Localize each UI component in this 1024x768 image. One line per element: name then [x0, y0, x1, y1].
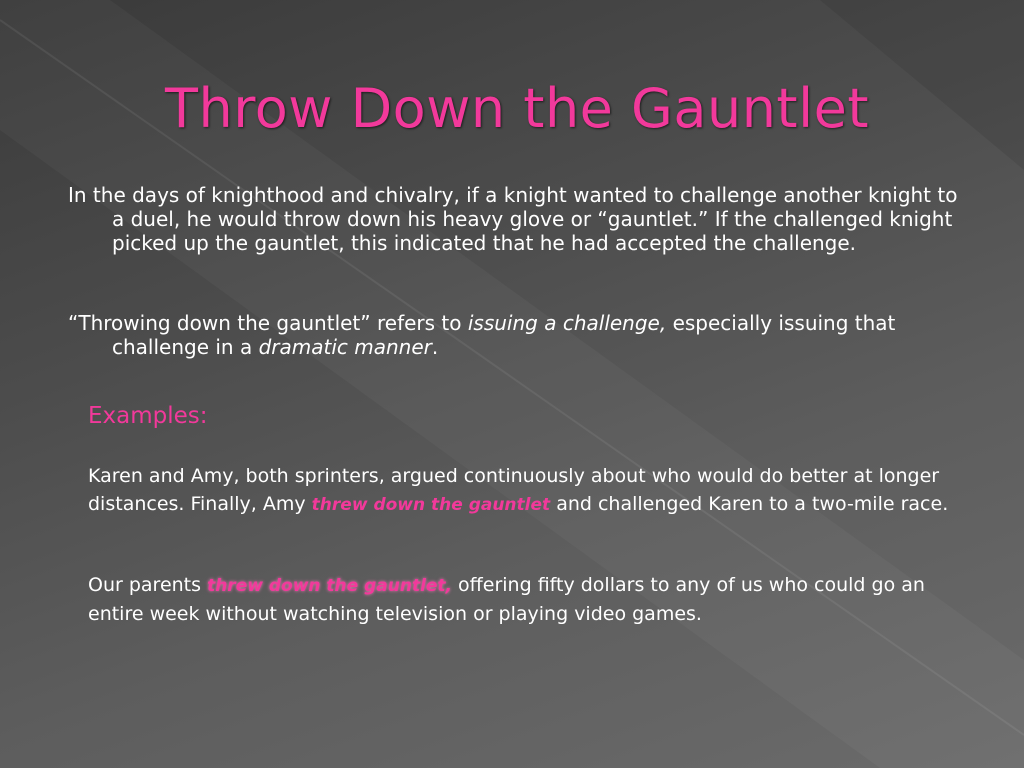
intro-paragraph: In the days of knighthood and chivalry, if a knight wanted to challenge another knight to a duel, he would throw down his heavy glove or “gauntlet.” If the challenged knight picked up the gauntlet, this indicated that he had accepted the challenge.	[68, 183, 958, 255]
example-1-text-before: Karen and Amy, both sprinters, argued continuously about who would do better at longer distances. Finally, Amy	[88, 465, 940, 515]
definition-paragraph	[68, 311, 962, 359]
definition-emphasis-1: issuing a challenge,	[467, 311, 667, 335]
definition-text-1: “Throwing down the gauntlet” refers to	[68, 311, 468, 335]
example-2-text-after: offering fifty dollars to any of us who could go an entire week without watching television or playing video games.	[88, 574, 925, 625]
example-2	[88, 571, 968, 628]
definition-text-3: .	[431, 335, 439, 359]
example-1	[88, 462, 968, 519]
example-1-highlight: threw down the gauntlet	[311, 495, 551, 515]
definition-emphasis-2: dramatic manner	[258, 335, 432, 359]
examples-heading: Examples:	[88, 403, 208, 429]
example-2-highlight: threw down the gauntlet,	[207, 576, 453, 596]
definition-text-2: especially issuing that challenge in a	[112, 311, 896, 359]
example-2-text-before: Our parents	[88, 574, 208, 596]
slide-title: Throw Down the Gauntlet	[165, 77, 870, 140]
example-1-text-after: and challenged Karen to a two-mile race.	[550, 493, 949, 515]
